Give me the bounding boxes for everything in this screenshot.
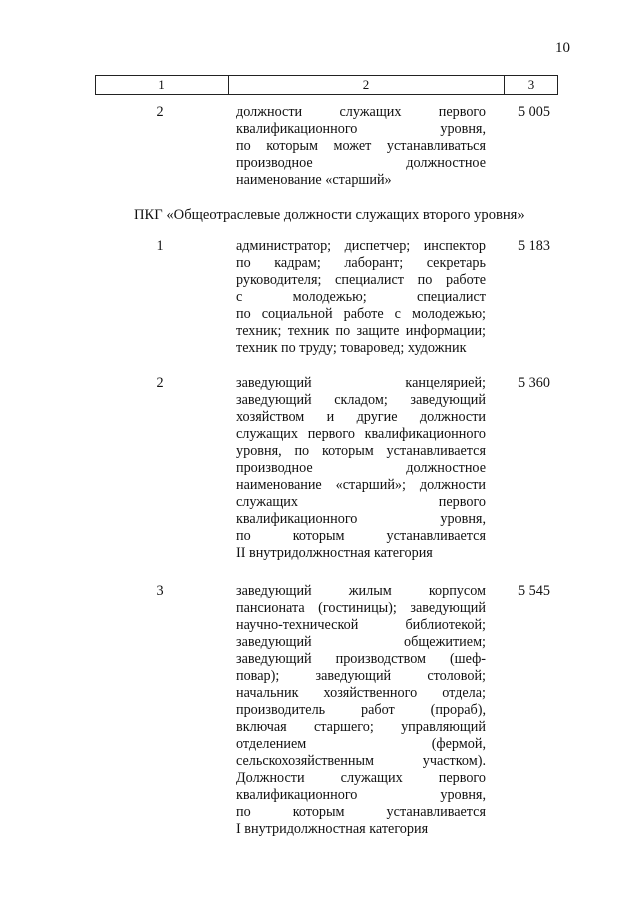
header-col-2: 2: [362, 77, 370, 92]
description-line: начальник хозяйственного отдела;: [236, 685, 486, 701]
description-line: техник; техник по защите информации;: [236, 323, 486, 339]
description-line: должности служащих первого: [236, 104, 486, 120]
description-line: наименование «старший»; должности: [236, 477, 486, 493]
description-line: уровня, по которым устанавливается: [236, 443, 486, 459]
description-line: заведующий общежитием;: [236, 634, 486, 650]
description-line: по которым устанавливается: [236, 804, 486, 820]
description-line: заведующий канцелярией;: [236, 375, 486, 391]
position-description: [236, 104, 486, 189]
description-line: по социальной работе с молодежью;: [236, 306, 486, 322]
description-line: квалификационного уровня,: [236, 787, 486, 803]
header-col-3: 3: [527, 77, 535, 92]
description-line: служащих первого: [236, 494, 486, 510]
position-description: [236, 375, 486, 562]
description-line: пансионата (гостиницы); заведующий: [236, 600, 486, 616]
description-line: хозяйством и другие должности: [236, 409, 486, 425]
description-line: отделением (фермой,: [236, 736, 486, 752]
row-number: 2: [156, 375, 164, 391]
salary-value: 5 545: [518, 583, 550, 599]
pkg-title: ПКГ «Общеотраслевые должности служащих второго уровня»: [134, 207, 525, 223]
row-number: 3: [156, 583, 164, 599]
description-line: II внутридолжностная категория: [236, 545, 433, 561]
description-line: включая старшего; управляющий: [236, 719, 486, 735]
description-line: производитель работ (прораб),: [236, 702, 486, 718]
table-header: [95, 75, 558, 95]
description-line: по которым устанавливается: [236, 528, 486, 544]
description-line: служащих первого квалификационного: [236, 426, 486, 442]
description-line: с молодежью; специалист: [236, 289, 486, 305]
description-line: Должности служащих первого: [236, 770, 486, 786]
salary-value: 5 183: [518, 238, 550, 254]
description-line: научно-технической библиотекой;: [236, 617, 486, 633]
description-line: производное должностное: [236, 460, 486, 476]
description-line: администратор; диспетчер; инспектор: [236, 238, 486, 254]
description-line: заведующий производством (шеф-: [236, 651, 486, 667]
description-line: по кадрам; лаборант; секретарь: [236, 255, 486, 271]
description-line: квалификационного уровня,: [236, 511, 486, 527]
description-line: наименование «старший»: [236, 172, 392, 188]
row-number: 2: [156, 104, 164, 120]
salary-value: 5 005: [518, 104, 550, 120]
description-line: повар); заведующий столовой;: [236, 668, 486, 684]
description-line: по которым может устанавливаться: [236, 138, 486, 154]
page-number: 10: [555, 40, 570, 56]
description-line: руководителя; специалист по работе: [236, 272, 486, 288]
description-line: производное должностное: [236, 155, 486, 171]
header-col-1: 1: [158, 77, 165, 92]
description-line: I внутридолжностная категория: [236, 821, 429, 837]
position-description: [236, 238, 486, 357]
description-line: заведующий жилым корпусом: [236, 583, 486, 599]
description-line: техник по труду; товаровед; художник: [236, 340, 467, 356]
description-line: сельскохозяйственным участком).: [236, 753, 486, 769]
row-number: 1: [156, 238, 164, 254]
description-line: квалификационного уровня,: [236, 121, 486, 137]
description-line: заведующий складом; заведующий: [236, 392, 486, 408]
position-description: [236, 583, 486, 838]
salary-value: 5 360: [518, 375, 550, 391]
